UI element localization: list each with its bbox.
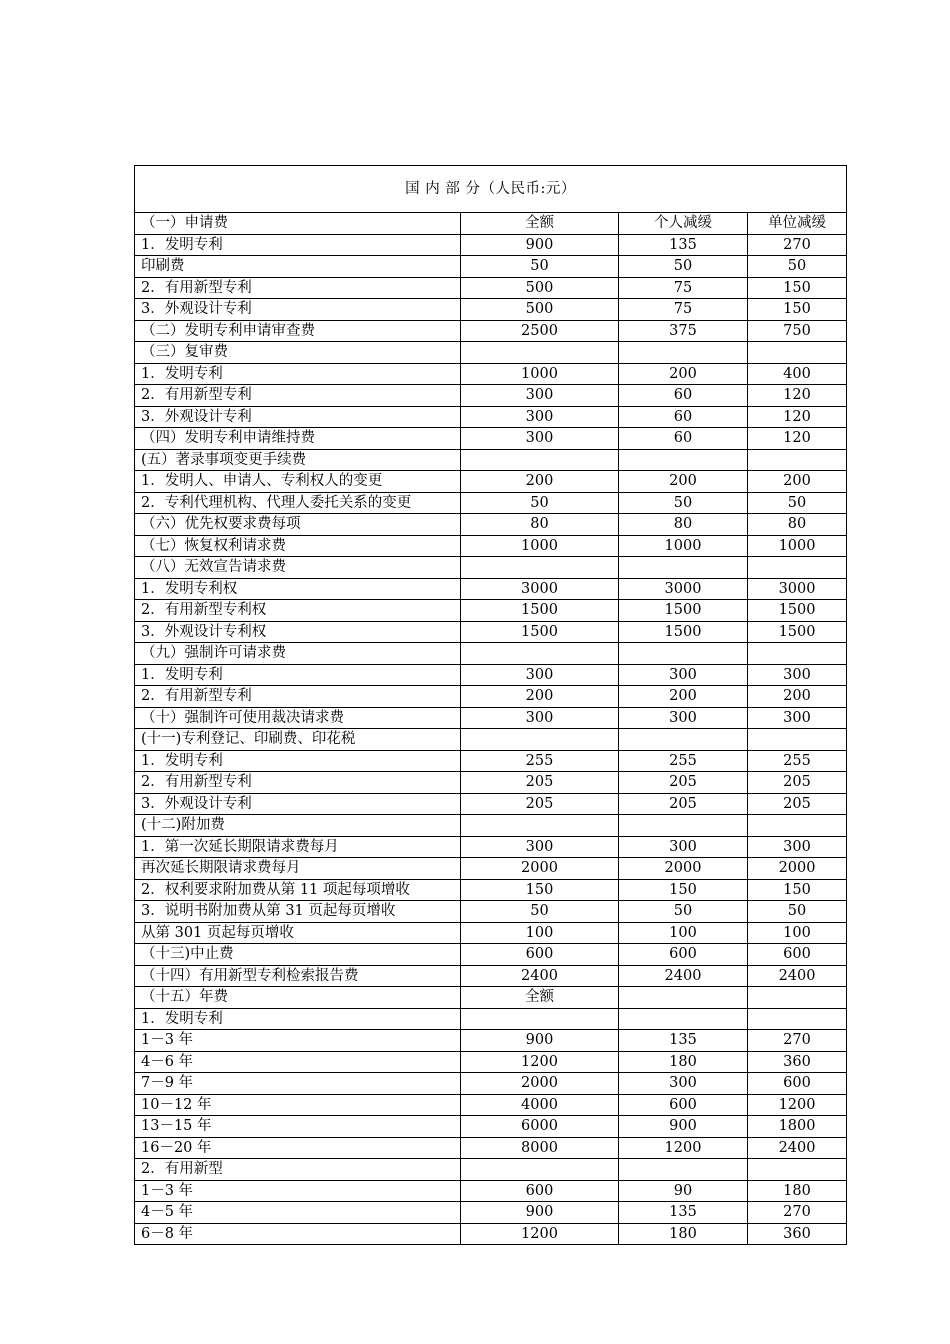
- full-amount-cell: 2500: [461, 320, 619, 342]
- table-row: [135, 342, 847, 364]
- individual-reduction-cell: 900: [619, 1116, 748, 1138]
- full-amount-cell: [461, 729, 619, 751]
- individual-reduction-cell: 135: [619, 234, 748, 256]
- full-amount-cell: 2000: [461, 858, 619, 880]
- full-amount-cell: 500: [461, 299, 619, 321]
- entity-reduction-cell: 600: [748, 944, 847, 966]
- item-label-cell: 1．发明专利: [135, 664, 461, 686]
- full-amount-cell: 50: [461, 901, 619, 923]
- individual-reduction-cell: 135: [619, 1030, 748, 1052]
- entity-reduction-cell: 50: [748, 256, 847, 278]
- item-label-cell: 从第 301 页起每页增收: [135, 922, 461, 944]
- entity-reduction-cell: 120: [748, 428, 847, 450]
- table-row: [135, 1116, 847, 1138]
- item-label-cell: 3．外观设计专利: [135, 793, 461, 815]
- full-amount-cell: 100: [461, 922, 619, 944]
- individual-reduction-cell: 200: [619, 471, 748, 493]
- full-amount-cell: [461, 342, 619, 364]
- item-label-cell: （二）发明专利申请审查费: [135, 320, 461, 342]
- entity-reduction-cell: [748, 987, 847, 1009]
- individual-reduction-cell: [619, 557, 748, 579]
- individual-reduction-cell: [619, 729, 748, 751]
- table-row: [135, 1180, 847, 1202]
- full-amount-cell: 全额: [461, 987, 619, 1009]
- individual-reduction-cell: 1500: [619, 621, 748, 643]
- table-row: [135, 1094, 847, 1116]
- entity-reduction-cell: [748, 1159, 847, 1181]
- individual-reduction-cell: 135: [619, 1202, 748, 1224]
- item-label-cell: （十五）年费: [135, 987, 461, 1009]
- fee-table: [134, 165, 847, 1245]
- entity-reduction-cell: 150: [748, 879, 847, 901]
- entity-reduction-cell: 80: [748, 514, 847, 536]
- table-row: [135, 815, 847, 837]
- individual-reduction-cell: 50: [619, 901, 748, 923]
- individual-reduction-cell: 75: [619, 299, 748, 321]
- individual-reduction-cell: 200: [619, 686, 748, 708]
- fee-table-body: [135, 166, 847, 1245]
- item-label-cell: 10－12 年: [135, 1094, 461, 1116]
- individual-reduction-cell: [619, 643, 748, 665]
- table-row: [135, 213, 847, 235]
- item-label-cell: 2．有用新型: [135, 1159, 461, 1181]
- table-row: [135, 557, 847, 579]
- entity-reduction-cell: [748, 1008, 847, 1030]
- table-row: [135, 1137, 847, 1159]
- individual-reduction-cell: 300: [619, 664, 748, 686]
- entity-reduction-cell: 150: [748, 277, 847, 299]
- table-row: [135, 535, 847, 557]
- individual-reduction-cell: [619, 342, 748, 364]
- individual-reduction-cell: 60: [619, 406, 748, 428]
- entity-reduction-cell: 270: [748, 1202, 847, 1224]
- table-row: [135, 686, 847, 708]
- individual-reduction-cell: 205: [619, 772, 748, 794]
- table-row: [135, 578, 847, 600]
- table-row: [135, 406, 847, 428]
- entity-reduction-cell: 120: [748, 385, 847, 407]
- item-label-cell: 13－15 年: [135, 1116, 461, 1138]
- table-row: [135, 836, 847, 858]
- item-label-cell: 2．权利要求附加费从第 11 项起每项增收: [135, 879, 461, 901]
- item-label-cell: （四）发明专利申请维持费: [135, 428, 461, 450]
- table-row: [135, 1051, 847, 1073]
- item-label-cell: 16－20 年: [135, 1137, 461, 1159]
- item-label-cell: (十二)附加费: [135, 815, 461, 837]
- table-row: [135, 234, 847, 256]
- individual-reduction-cell: [619, 987, 748, 1009]
- entity-reduction-cell: 100: [748, 922, 847, 944]
- individual-reduction-cell: 180: [619, 1223, 748, 1245]
- entity-reduction-cell: 300: [748, 664, 847, 686]
- full-amount-cell: [461, 1159, 619, 1181]
- item-label-cell: 1．发明专利权: [135, 578, 461, 600]
- full-amount-cell: 3000: [461, 578, 619, 600]
- entity-reduction-cell: 1500: [748, 600, 847, 622]
- full-amount-cell: 8000: [461, 1137, 619, 1159]
- entity-reduction-cell: 2000: [748, 858, 847, 880]
- table-row: [135, 944, 847, 966]
- full-amount-cell: 6000: [461, 1116, 619, 1138]
- entity-reduction-cell: 205: [748, 793, 847, 815]
- full-amount-cell: 200: [461, 686, 619, 708]
- entity-reduction-cell: 200: [748, 471, 847, 493]
- table-row: [135, 1008, 847, 1030]
- individual-reduction-cell: 50: [619, 492, 748, 514]
- item-label-cell: 1．发明人、申请人、专利权人的变更: [135, 471, 461, 493]
- table-row: [135, 879, 847, 901]
- table-row: [135, 750, 847, 772]
- individual-reduction-cell: 300: [619, 707, 748, 729]
- individual-reduction-cell: 150: [619, 879, 748, 901]
- item-label-cell: 7－9 年: [135, 1073, 461, 1095]
- item-label-cell: 2．有用新型专利: [135, 277, 461, 299]
- full-amount-cell: 900: [461, 1202, 619, 1224]
- entity-reduction-cell: 1000: [748, 535, 847, 557]
- entity-reduction-cell: 2400: [748, 1137, 847, 1159]
- table-row: [135, 256, 847, 278]
- full-amount-cell: 1200: [461, 1223, 619, 1245]
- individual-reduction-cell: 1500: [619, 600, 748, 622]
- full-amount-cell: 300: [461, 836, 619, 858]
- full-amount-cell: 300: [461, 707, 619, 729]
- table-row: [135, 1030, 847, 1052]
- entity-reduction-cell: 120: [748, 406, 847, 428]
- table-row: [135, 514, 847, 536]
- item-label-cell: （六）优先权要求费每项: [135, 514, 461, 536]
- full-amount-cell: 900: [461, 1030, 619, 1052]
- full-amount-cell: [461, 449, 619, 471]
- table-row: [135, 643, 847, 665]
- item-label-cell: 印刷费: [135, 256, 461, 278]
- entity-reduction-cell: 单位减缓: [748, 213, 847, 235]
- item-label-cell: （七）恢复权利请求费: [135, 535, 461, 557]
- item-label-cell: 2．专利代理机构、代理人委托关系的变更: [135, 492, 461, 514]
- item-label-cell: 再次延长期限请求费每月: [135, 858, 461, 880]
- entity-reduction-cell: 360: [748, 1051, 847, 1073]
- entity-reduction-cell: 1800: [748, 1116, 847, 1138]
- full-amount-cell: 50: [461, 256, 619, 278]
- table-row: [135, 901, 847, 923]
- full-amount-cell: 600: [461, 944, 619, 966]
- entity-reduction-cell: 180: [748, 1180, 847, 1202]
- entity-reduction-cell: [748, 557, 847, 579]
- item-label-cell: 1．发明专利: [135, 234, 461, 256]
- individual-reduction-cell: 100: [619, 922, 748, 944]
- table-row: [135, 1223, 847, 1245]
- entity-reduction-cell: 360: [748, 1223, 847, 1245]
- full-amount-cell: 2000: [461, 1073, 619, 1095]
- entity-reduction-cell: [748, 342, 847, 364]
- item-label-cell: 2．有用新型专利权: [135, 600, 461, 622]
- full-amount-cell: 1500: [461, 621, 619, 643]
- table-row: [135, 922, 847, 944]
- full-amount-cell: 600: [461, 1180, 619, 1202]
- individual-reduction-cell: 1200: [619, 1137, 748, 1159]
- entity-reduction-cell: 205: [748, 772, 847, 794]
- individual-reduction-cell: 90: [619, 1180, 748, 1202]
- full-amount-cell: [461, 1008, 619, 1030]
- full-amount-cell: 1500: [461, 600, 619, 622]
- entity-reduction-cell: [748, 729, 847, 751]
- full-amount-cell: 205: [461, 793, 619, 815]
- item-label-cell: 1．发明专利: [135, 1008, 461, 1030]
- individual-reduction-cell: 600: [619, 1094, 748, 1116]
- full-amount-cell: 80: [461, 514, 619, 536]
- table-row: [135, 600, 847, 622]
- full-amount-cell: [461, 643, 619, 665]
- item-label-cell: 1－3 年: [135, 1180, 461, 1202]
- individual-reduction-cell: 60: [619, 385, 748, 407]
- table-row: [135, 1159, 847, 1181]
- table-row: [135, 385, 847, 407]
- full-amount-cell: 300: [461, 406, 619, 428]
- item-label-cell: 3．外观设计专利: [135, 406, 461, 428]
- item-label-cell: （十四）有用新型专利检索报告费: [135, 965, 461, 987]
- table-row: [135, 729, 847, 751]
- full-amount-cell: 500: [461, 277, 619, 299]
- item-label-cell: 1－3 年: [135, 1030, 461, 1052]
- full-amount-cell: 200: [461, 471, 619, 493]
- full-amount-cell: 1000: [461, 535, 619, 557]
- individual-reduction-cell: 3000: [619, 578, 748, 600]
- individual-reduction-cell: 60: [619, 428, 748, 450]
- table-title: 国 内 部 分（人民币:元）: [135, 166, 847, 213]
- table-row: [135, 320, 847, 342]
- entity-reduction-cell: 270: [748, 1030, 847, 1052]
- entity-reduction-cell: 50: [748, 492, 847, 514]
- item-label-cell: 2．有用新型专利: [135, 686, 461, 708]
- full-amount-cell: 255: [461, 750, 619, 772]
- item-label-cell: 3．说明书附加费从第 31 页起每页增收: [135, 901, 461, 923]
- entity-reduction-cell: 50: [748, 901, 847, 923]
- entity-reduction-cell: 1500: [748, 621, 847, 643]
- item-label-cell: （三）复审费: [135, 342, 461, 364]
- entity-reduction-cell: [748, 449, 847, 471]
- table-row: [135, 363, 847, 385]
- table-row: [135, 965, 847, 987]
- table-row: [135, 664, 847, 686]
- item-label-cell: 1．第一次延长期限请求费每月: [135, 836, 461, 858]
- item-label-cell: 4－5 年: [135, 1202, 461, 1224]
- table-row: [135, 492, 847, 514]
- full-amount-cell: 全额: [461, 213, 619, 235]
- item-label-cell: (十一)专利登记、印刷费、印花税: [135, 729, 461, 751]
- item-label-cell: 4－6 年: [135, 1051, 461, 1073]
- table-row: [135, 299, 847, 321]
- full-amount-cell: 300: [461, 664, 619, 686]
- item-label-cell: 3．外观设计专利: [135, 299, 461, 321]
- entity-reduction-cell: 300: [748, 707, 847, 729]
- full-amount-cell: 1000: [461, 363, 619, 385]
- item-label-cell: （九）强制许可请求费: [135, 643, 461, 665]
- table-row: [135, 793, 847, 815]
- table-row: [135, 449, 847, 471]
- entity-reduction-cell: 750: [748, 320, 847, 342]
- item-label-cell: 1．发明专利: [135, 363, 461, 385]
- table-title-row: [135, 166, 847, 213]
- entity-reduction-cell: [748, 815, 847, 837]
- full-amount-cell: 900: [461, 234, 619, 256]
- table-row: [135, 471, 847, 493]
- item-label-cell: （十）强制许可使用裁决请求费: [135, 707, 461, 729]
- item-label-cell: 3．外观设计专利权: [135, 621, 461, 643]
- individual-reduction-cell: 300: [619, 836, 748, 858]
- full-amount-cell: 205: [461, 772, 619, 794]
- table-row: [135, 1202, 847, 1224]
- full-amount-cell: [461, 815, 619, 837]
- entity-reduction-cell: 255: [748, 750, 847, 772]
- individual-reduction-cell: [619, 449, 748, 471]
- individual-reduction-cell: 255: [619, 750, 748, 772]
- individual-reduction-cell: 75: [619, 277, 748, 299]
- table-row: [135, 987, 847, 1009]
- individual-reduction-cell: [619, 1159, 748, 1181]
- table-row: [135, 707, 847, 729]
- entity-reduction-cell: 400: [748, 363, 847, 385]
- table-row: [135, 1073, 847, 1095]
- entity-reduction-cell: 300: [748, 836, 847, 858]
- full-amount-cell: [461, 557, 619, 579]
- item-label-cell: （八）无效宣告请求费: [135, 557, 461, 579]
- full-amount-cell: 300: [461, 385, 619, 407]
- item-label-cell: 1．发明专利: [135, 750, 461, 772]
- full-amount-cell: 1200: [461, 1051, 619, 1073]
- individual-reduction-cell: [619, 815, 748, 837]
- item-label-cell: 2．有用新型专利: [135, 385, 461, 407]
- individual-reduction-cell: 2000: [619, 858, 748, 880]
- full-amount-cell: 50: [461, 492, 619, 514]
- full-amount-cell: 300: [461, 428, 619, 450]
- entity-reduction-cell: 2400: [748, 965, 847, 987]
- table-row: [135, 277, 847, 299]
- individual-reduction-cell: 205: [619, 793, 748, 815]
- table-row: [135, 858, 847, 880]
- entity-reduction-cell: 1200: [748, 1094, 847, 1116]
- individual-reduction-cell: 180: [619, 1051, 748, 1073]
- individual-reduction-cell: 300: [619, 1073, 748, 1095]
- individual-reduction-cell: 1000: [619, 535, 748, 557]
- individual-reduction-cell: 200: [619, 363, 748, 385]
- entity-reduction-cell: 150: [748, 299, 847, 321]
- item-label-cell: 6－8 年: [135, 1223, 461, 1245]
- table-row: [135, 772, 847, 794]
- full-amount-cell: 150: [461, 879, 619, 901]
- table-row: [135, 428, 847, 450]
- item-label-cell: (五）著录事项变更手续费: [135, 449, 461, 471]
- item-label-cell: （十三)中止费: [135, 944, 461, 966]
- individual-reduction-cell: 375: [619, 320, 748, 342]
- individual-reduction-cell: 80: [619, 514, 748, 536]
- item-label-cell: （一）申请费: [135, 213, 461, 235]
- individual-reduction-cell: 600: [619, 944, 748, 966]
- individual-reduction-cell: [619, 1008, 748, 1030]
- full-amount-cell: 4000: [461, 1094, 619, 1116]
- entity-reduction-cell: 600: [748, 1073, 847, 1095]
- individual-reduction-cell: 个人减缓: [619, 213, 748, 235]
- entity-reduction-cell: 200: [748, 686, 847, 708]
- individual-reduction-cell: 2400: [619, 965, 748, 987]
- full-amount-cell: 2400: [461, 965, 619, 987]
- individual-reduction-cell: 50: [619, 256, 748, 278]
- entity-reduction-cell: 3000: [748, 578, 847, 600]
- item-label-cell: 2．有用新型专利: [135, 772, 461, 794]
- entity-reduction-cell: 270: [748, 234, 847, 256]
- table-row: [135, 621, 847, 643]
- entity-reduction-cell: [748, 643, 847, 665]
